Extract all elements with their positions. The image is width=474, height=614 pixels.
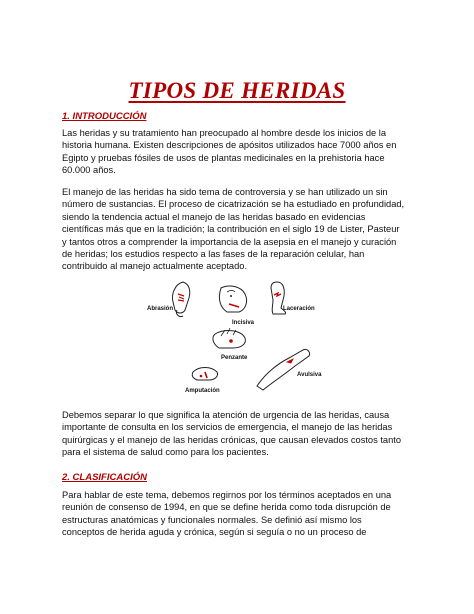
text-line: estructuras anatómicas y funcionales normales. Se definió así mismo los [62, 514, 362, 525]
page-title: TIPOS DE HERIDAS [128, 78, 346, 103]
text-line: conceptos de herida aguda y crónica, según si seguía o no un proceso de [62, 527, 367, 538]
text-line: Las heridas y su tratamiento han preocupado al hombre desde los inicios de la [62, 128, 387, 138]
label-amputacion: Amputación [185, 388, 220, 394]
text-line: importante de consulta en los servicios de emergencia, el manejo de las heridas [62, 422, 393, 433]
classification-paragraph [62, 489, 422, 539]
intro-paragraph-1 [62, 127, 422, 177]
incision-drawing [219, 286, 246, 312]
label-laceracion: Laceración [283, 306, 315, 312]
abrasion-drawing [172, 282, 189, 317]
label-penzante: Penzante [221, 355, 248, 361]
section-heading-introduccion: 1. INTRODUCCIÓN [62, 111, 147, 122]
intro-paragraph-2 [62, 186, 422, 273]
wound-types-illustration [145, 278, 335, 400]
urgency-paragraph [62, 409, 422, 459]
label-incisiva: Incisiva [232, 320, 255, 326]
text-line: 60.000 años. [62, 165, 116, 176]
amputation-drawing [192, 368, 217, 381]
text-line: Debemos separar lo que significa la atención de urgencia de las heridas, causa [62, 410, 390, 420]
text-line: y tantos otros a comprender la importancia de la asepsia en el manejo y curación [62, 236, 397, 247]
puncture-drawing [213, 328, 245, 348]
text-line: Egipto y pruebas fósiles de usos de plantas medicinales en la prehistoria hace [62, 152, 385, 163]
label-abrasion: Abrasión [147, 306, 174, 312]
text-line: científicas más que en la tradición; la contribución en el siglo 19 de Lister, Pasteur [62, 224, 400, 235]
text-line: historia humana. Existen descripciones de apósitos utilizados hace 7000 años en [62, 140, 397, 151]
label-avulsiva: Avulsiva [297, 372, 322, 378]
text-line: El manejo de las heridas ha sido tema de controversia y se han utilizado un sin [62, 187, 388, 197]
text-line: quirúrgicas y el manejo de las heridas crónicas, que causan elevados costos tanto [62, 434, 402, 445]
text-line: siendo la tendencia actual el manejo de las heridas basado en evidencias [62, 211, 366, 222]
text-line: número de sustancias. El proceso de cicatrización se ha estudiado en profundidad, [62, 199, 405, 210]
text-line: de heridas; los estudios respecto a las fases de la reparación celular, han [62, 249, 365, 260]
text-line: Para hablar de este tema, debemos regirnos por los términos aceptados en una [62, 490, 392, 500]
text-line: contribuido al manejo actualmente aceptado. [62, 261, 248, 272]
text-line: reunión de consenso de 1994, en que se define herida como toda disrupción de [62, 502, 391, 513]
section-heading-clasificacion: 2. CLASIFICACIÓN [62, 472, 147, 483]
text-line: para el sistema de salud como para los pacientes. [62, 447, 269, 458]
avulsion-drawing [257, 349, 310, 390]
